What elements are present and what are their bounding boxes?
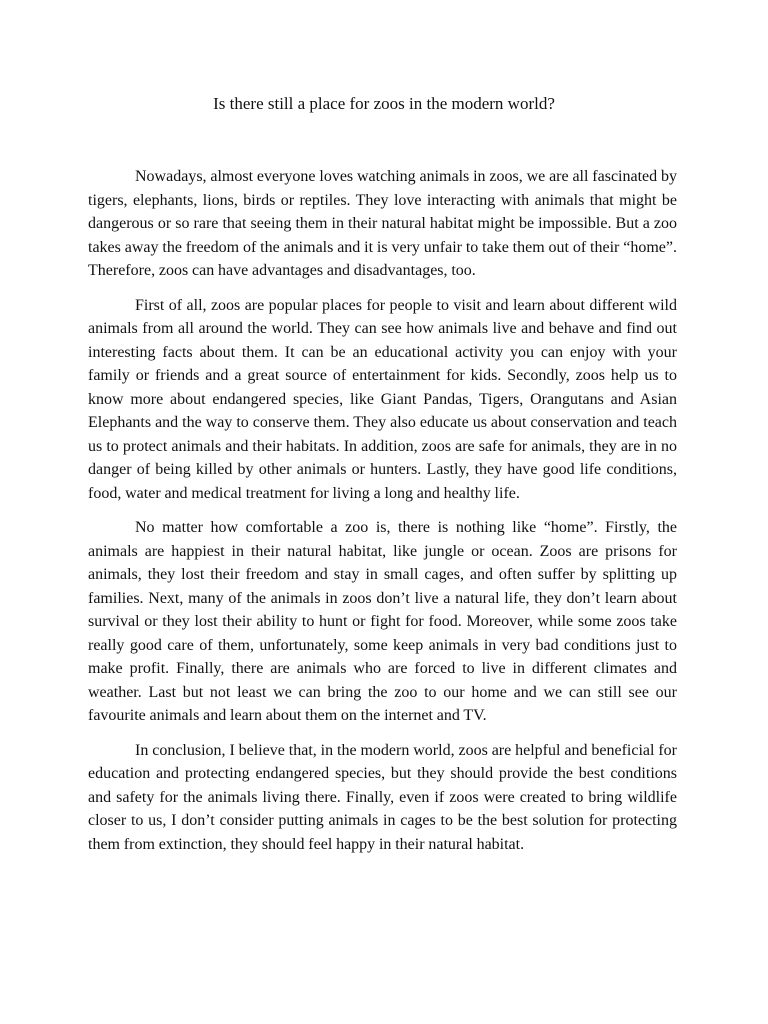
paragraph-disadvantages: No matter how comfortable a zoo is, there is nothing like “home”. Firstly, the animals are happiest in their natural habitat, like jungle or ocean. Zoos are prisons for animals, they lost their freedom and stay in small cages, and often suffer by splitting up families. Next, many of the animals in zoos don’t live a natural life, they don’t learn about survival or they lost their ability to hunt or fight for food. Moreover, while some zoos take really good care of them, unfortunately, some keep animals in very bad conditions just to make profit. Finally, there are animals who are forced to live in different climates and weather. Last but not least we can bring the zoo to our home and we can still see our favourite animals and learn about them on the internet and TV. — [88, 519, 677, 724]
paragraph-advantages: First of all, zoos are popular places for people to visit and learn about different wild animals from all around the world. They can see how animals live and behave and find out interesting facts about them. It can be an educational activity you can enjoy with your family or friends and a great source of entertainment for kids. Secondly, zoos help us to know more about endangered species, like Giant Pandas, Tigers, Orangutans and Asian Elephants and the way to conserve them. They also educate us about conservation and teach us to protect animals and their habitats. In addition, zoos are safe for animals, they are in no danger of being killed by other animals or hunters. Lastly, they have good life conditions, food, water and medical treatment for living a long and healthy life. — [88, 296, 677, 502]
paragraph-conclusion: In conclusion, I believe that, in the modern world, zoos are helpful and beneficial for education and protecting endangered species, but they should provide the best conditions and safety for the animals living there. Finally, even if zoos were created to bring wildlife closer to us, I don’t consider putting animals in cages to be the best solution for protecting them from extinction, they should feel happy in their natural habitat. — [88, 741, 677, 853]
document-title: Is there still a place for zoos in the modern world? — [213, 94, 555, 113]
document-body — [88, 165, 677, 867]
paragraph-introduction: Nowadays, almost everyone loves watching animals in zoos, we are all fascinated by tigers, elephants, lions, birds or reptiles. They love interacting with animals that might be dangerous or so rare that seeing them in their natural habitat might be impossible. But a zoo takes away the freedom of the animals and it is very unfair to take them out of their “home”. Therefore, zoos can have advantages and disadvantages, too. — [88, 168, 677, 279]
